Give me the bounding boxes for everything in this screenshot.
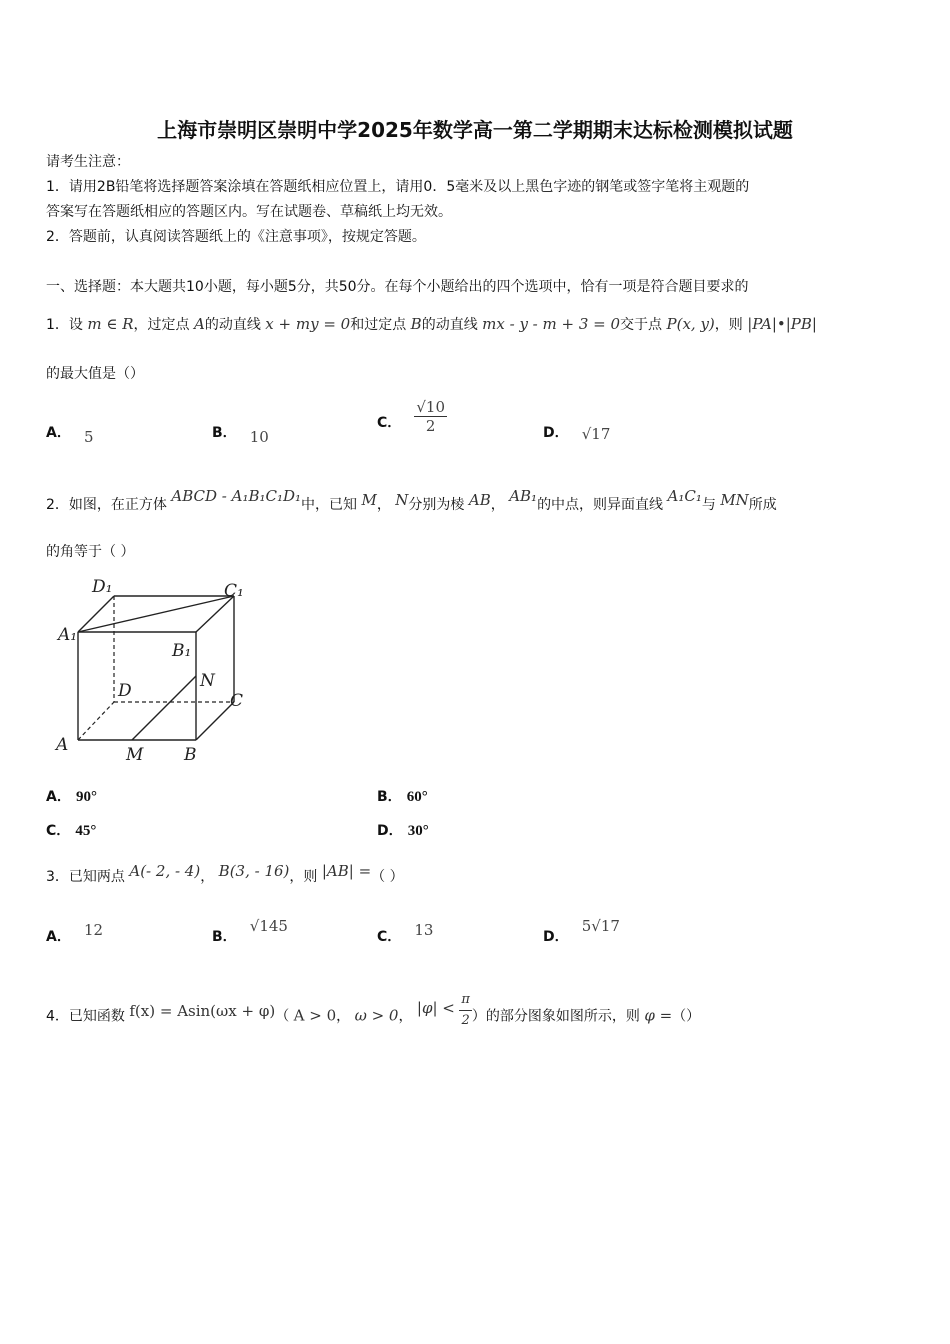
label-n: N [200, 671, 215, 691]
question-2 [46, 487, 777, 515]
edge-a1d1 [78, 596, 114, 632]
q4-text: 已知函数 [68, 1008, 125, 1025]
q1-continuation: 的最大值是（） [46, 366, 144, 382]
q1-option-a [46, 422, 94, 446]
q2-option-a [46, 786, 97, 806]
q3-option-a [46, 920, 104, 945]
q1-math: m ∈ R [87, 315, 134, 333]
q1-text: 设 [68, 317, 83, 333]
q1-math: mx - y - m + 3 = 0 [482, 315, 621, 333]
q4-fraction [459, 990, 472, 1031]
option-value: 5√17 [581, 917, 620, 935]
q2-option-b [377, 786, 428, 806]
page-title: 上海市崇明区崇明中学2025年数学高一第二学期期末达标检测模拟试题 [157, 118, 793, 142]
q1-option-c [377, 398, 447, 435]
cube-figure [50, 572, 260, 772]
q1-math: |PA|•|PB| [747, 315, 817, 333]
q3-option-b [212, 916, 288, 945]
q4-math: f(x) = Asin(ωx + φ) [129, 1001, 276, 1020]
q1-text: 的动直线 [421, 317, 478, 333]
q2-option-d [377, 820, 429, 840]
q3-text: ，则 [289, 869, 318, 885]
q4-text: （ [275, 1008, 290, 1025]
notice-line-2: 2．答题前，认真阅读答题纸上的《注意事项》，按规定答题。 [46, 229, 426, 245]
notice-line-1b: 答案写在答题纸相应的答题区内。写在试题卷、草稿纸上均无效。 [46, 204, 452, 220]
q4-number: 4． [46, 1008, 69, 1025]
q2-continuation: 的角等于（ ） [46, 544, 135, 560]
q1-option-b [212, 422, 269, 446]
fraction-numerator: π [459, 990, 472, 1011]
fraction-numerator: √10 [416, 398, 446, 416]
option-label: B． [377, 789, 402, 805]
q1-number: 1． [46, 317, 69, 333]
q2-text: ， [490, 497, 505, 513]
q2-text: 如图，在正方体 [68, 497, 167, 513]
option-label: A． [46, 929, 71, 945]
q1-option-d [543, 422, 610, 442]
q4-text: （） [672, 1008, 701, 1025]
q3-math: |AB| = [321, 862, 372, 880]
q4-text: ， [336, 1008, 351, 1025]
option-value: 5 [83, 428, 94, 446]
q3-math: A(- 2, - 4) [129, 862, 201, 880]
option-value: 60° [406, 789, 428, 805]
option-value: √145 [249, 917, 288, 935]
q2-text: 与 [701, 497, 716, 513]
section-heading: 一、选择题：本大题共10小题，每小题5分，共50分。在每个小题给出的四个选项中，恰有一项是符合题目要求的 [46, 279, 749, 295]
q2-option-c [46, 820, 96, 840]
q1-text: 和过定点 [350, 317, 407, 333]
q2-text: 的中点，则异面直线 [537, 497, 664, 513]
notice-heading: 请考生注意： [46, 154, 130, 170]
q3-text: ， [200, 869, 215, 885]
option-fraction [414, 398, 447, 435]
option-value: √17 [581, 425, 611, 443]
edge-bc [196, 702, 234, 740]
q4-text: ）的部分图象如图所示，则 [471, 1008, 640, 1025]
option-label: C． [377, 929, 402, 945]
q1-text: 交于点 [620, 317, 663, 333]
q3-math: B(3, - 16) [218, 862, 290, 880]
q3-option-c [377, 920, 434, 945]
q2-text: 分别为棱 [408, 497, 465, 513]
q1-math: x + my = 0 [265, 315, 351, 333]
q4-math: ω > 0 [354, 1006, 399, 1025]
q2-number: 2． [46, 497, 69, 513]
notice-line-1a: 1．请用2B铅笔将选择题答案涂填在答题纸相应位置上，请用0．5毫米及以上黑色字迹的钢笔或签字笔将主观题的 [46, 179, 750, 195]
option-label: C． [46, 823, 71, 839]
label-d: D [118, 681, 132, 701]
q3-text: 已知两点 [68, 869, 125, 885]
edge-b1c1 [196, 596, 234, 632]
q2-math: MN [720, 491, 749, 509]
option-label: D． [543, 425, 569, 441]
q2-text: ， [376, 497, 391, 513]
option-value: 13 [414, 921, 434, 939]
q4-math: |φ| < [416, 998, 455, 1017]
q4-math: φ = [644, 1006, 673, 1025]
q1-math: P(x, y) [666, 315, 715, 333]
label-c: C [230, 691, 244, 711]
fraction-denominator: 2 [425, 417, 436, 435]
q3-option-d [543, 916, 620, 945]
option-label: B． [212, 425, 237, 441]
q3-number: 3． [46, 869, 69, 885]
q1-text: 的动直线 [204, 317, 261, 333]
q2-math: N [395, 491, 409, 509]
option-value: 45° [75, 823, 97, 839]
q2-math: ABCD - A₁B₁C₁D₁ [171, 487, 302, 505]
label-b1: B₁ [172, 641, 192, 661]
option-value: 30° [407, 823, 429, 839]
diagonal-a1c1 [78, 596, 234, 632]
option-label: C． [377, 415, 402, 431]
q2-math: AB₁ [509, 487, 538, 505]
q2-text: 所成 [748, 497, 777, 513]
q2-text: 中，已知 [301, 497, 358, 513]
segment-mn [132, 676, 196, 740]
q1-text: ，则 [714, 317, 743, 333]
option-value: 10 [249, 428, 269, 446]
option-label: D． [377, 823, 403, 839]
q1-math: A [194, 315, 205, 333]
label-a: A [56, 735, 69, 755]
fraction-denominator: 2 [461, 1013, 470, 1028]
question-1 [46, 314, 817, 335]
label-a1: A₁ [58, 625, 78, 645]
q2-math: M [361, 491, 377, 509]
question-3 [46, 862, 404, 887]
q1-text: ，过定点 [133, 317, 190, 333]
hidden-edge-ad [78, 702, 114, 740]
option-value: 12 [83, 921, 104, 939]
label-b: B [184, 745, 197, 765]
option-label: A． [46, 789, 71, 805]
option-label: A． [46, 425, 71, 441]
label-c1: C₁ [224, 581, 244, 601]
q4-text: ， [398, 1008, 413, 1025]
q1-math: B [410, 315, 422, 333]
q3-text: （ ） [371, 869, 404, 885]
q2-math: AB [468, 491, 491, 509]
label-m: M [126, 745, 144, 765]
option-value: 90° [75, 789, 97, 805]
question-4 [46, 992, 701, 1037]
option-label: B． [212, 929, 237, 945]
q4-math: A > 0 [293, 1006, 337, 1025]
label-d1: D₁ [92, 577, 113, 597]
q2-math: A₁C₁ [667, 487, 702, 505]
option-label: D． [543, 929, 569, 945]
